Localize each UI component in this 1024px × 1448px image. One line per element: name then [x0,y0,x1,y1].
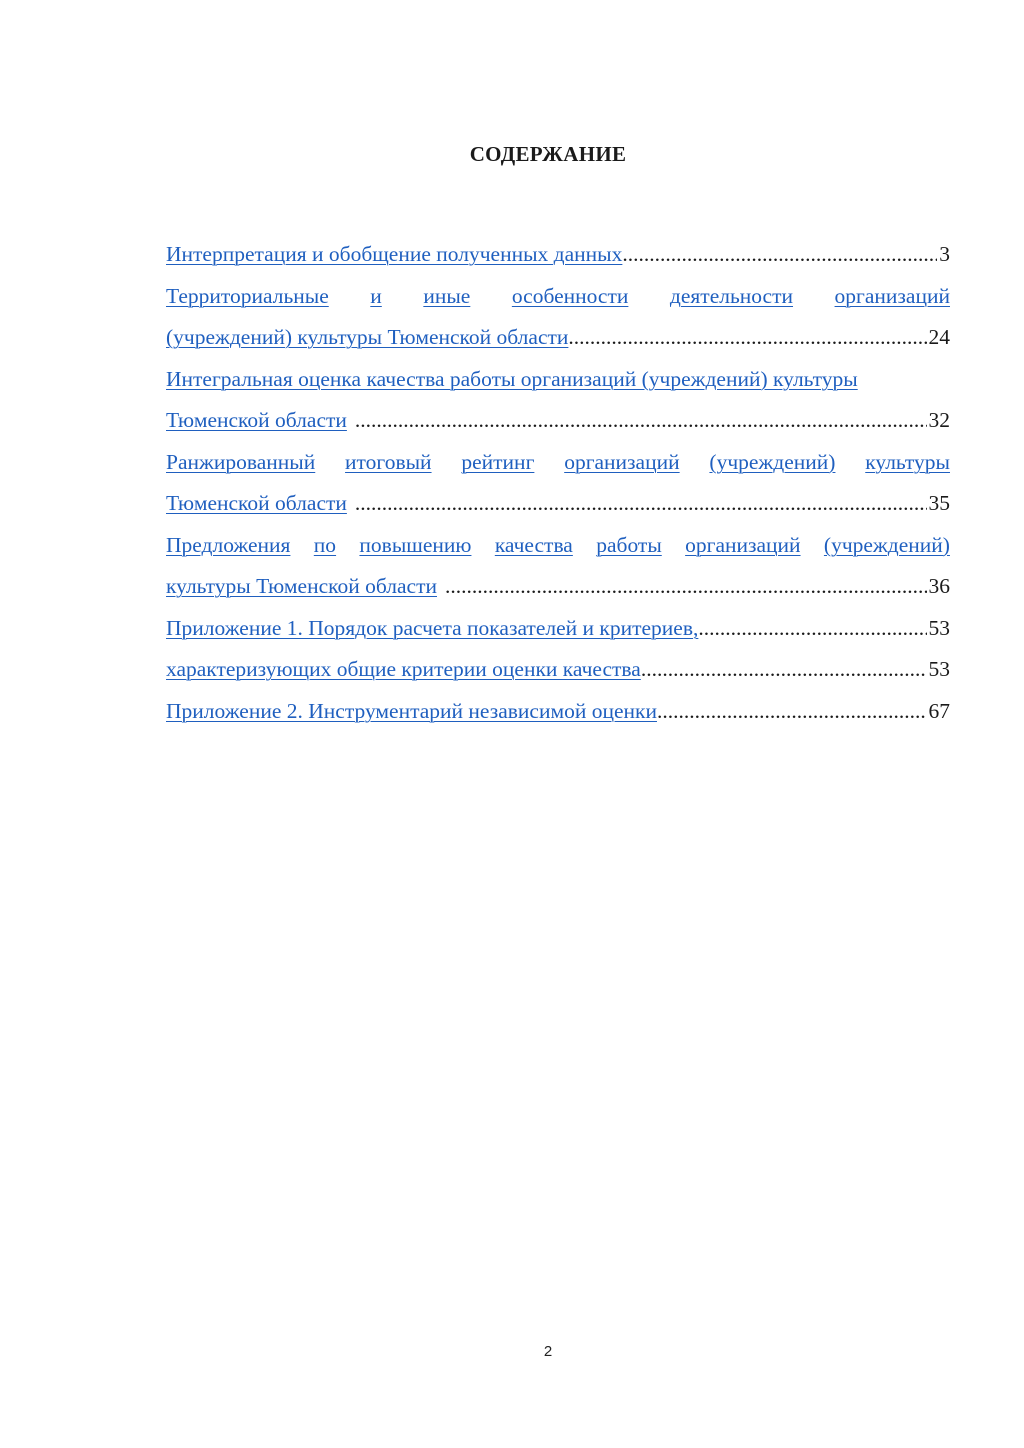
toc-link-criteria[interactable]: характеризующих общие критерии оценки качества [166,657,641,681]
toc-page-number: 32 [928,408,950,432]
toc-word: итоговый [345,449,432,474]
page-number: 2 [543,1343,553,1360]
toc-entry-ranked-line2 [166,483,950,525]
toc-word: иные [423,283,471,308]
toc-word: деятельности [669,283,794,308]
toc-word: организаций [685,532,801,557]
toc-entry-territorial-line2 [166,317,950,359]
toc-link-proposals-cont[interactable]: культуры Тюменской области [166,574,437,598]
toc-word: повышению [359,532,472,557]
toc-word: по [313,532,337,557]
toc-link-interpretation[interactable]: Интерпретация и обобщение полученных данных [166,242,623,266]
toc-word: и [370,283,382,308]
toc-word: организаций [834,283,950,308]
toc-entry-appendix2 [166,691,950,733]
toc-entry-integral-line1 [166,359,950,401]
dot-leader [657,691,927,733]
toc-word: особенности [511,283,629,308]
toc-word: Предложения [166,532,291,557]
toc-link-territorial-cont[interactable]: (учреждений) культуры Тюменской области [166,325,569,349]
toc-link-appendix1[interactable]: Приложение 1. Порядок расчета показателей и критериев, [166,615,699,640]
toc-link-integral-cont[interactable]: Тюменской области [166,408,347,432]
toc-link-appendix2[interactable]: Приложение 2. Инструментарий независимой оценки [166,698,657,723]
toc-entry-criteria [166,649,950,691]
toc-word: качества [494,532,573,557]
dot-leader [622,234,937,276]
toc-entry-interpretation [166,234,950,276]
toc-entry-territorial-line1 [166,276,950,318]
page-title: СОДЕРЖАНИЕ [469,142,627,166]
toc-entry-integral-line2 [166,400,950,442]
toc-link-territorial[interactable] [166,276,950,318]
dot-leader [698,608,926,650]
toc-entry-proposals-line1 [166,525,950,567]
dot-leader [568,317,926,359]
toc-entry-ranked-line1 [166,442,950,484]
toc-entry-appendix1 [166,608,950,650]
toc-link-integral[interactable]: Интегральная оценка качества работы организаций (учреждений) культуры [166,366,858,391]
toc-word: (учреждений) [823,532,950,557]
toc-page-number: 3 [939,242,950,266]
toc-page-number: 53 [928,657,950,681]
toc-word: (учреждений) [709,449,836,474]
toc-link-ranked[interactable] [166,442,950,484]
toc-word: организаций [564,449,680,474]
dot-leader [355,483,927,525]
toc-link-proposals[interactable] [166,525,950,567]
toc-page-number: 53 [928,615,950,640]
toc-word: рейтинг [461,449,535,474]
toc-page-number: 35 [928,491,950,515]
toc-entry-proposals-line2 [166,566,950,608]
table-of-contents [166,234,950,732]
toc-page-number: 36 [928,574,950,598]
toc-word: Ранжированный [166,449,316,474]
toc-word: культуры [865,449,950,474]
dot-leader [445,566,927,608]
toc-page-number: 67 [928,698,950,723]
toc-word: Территориальные [166,283,329,308]
toc-word: работы [596,532,662,557]
toc-link-ranked-cont[interactable]: Тюменской области [166,491,347,515]
dot-leader [641,649,927,691]
dot-leader [355,400,927,442]
toc-page-number: 24 [928,325,950,349]
